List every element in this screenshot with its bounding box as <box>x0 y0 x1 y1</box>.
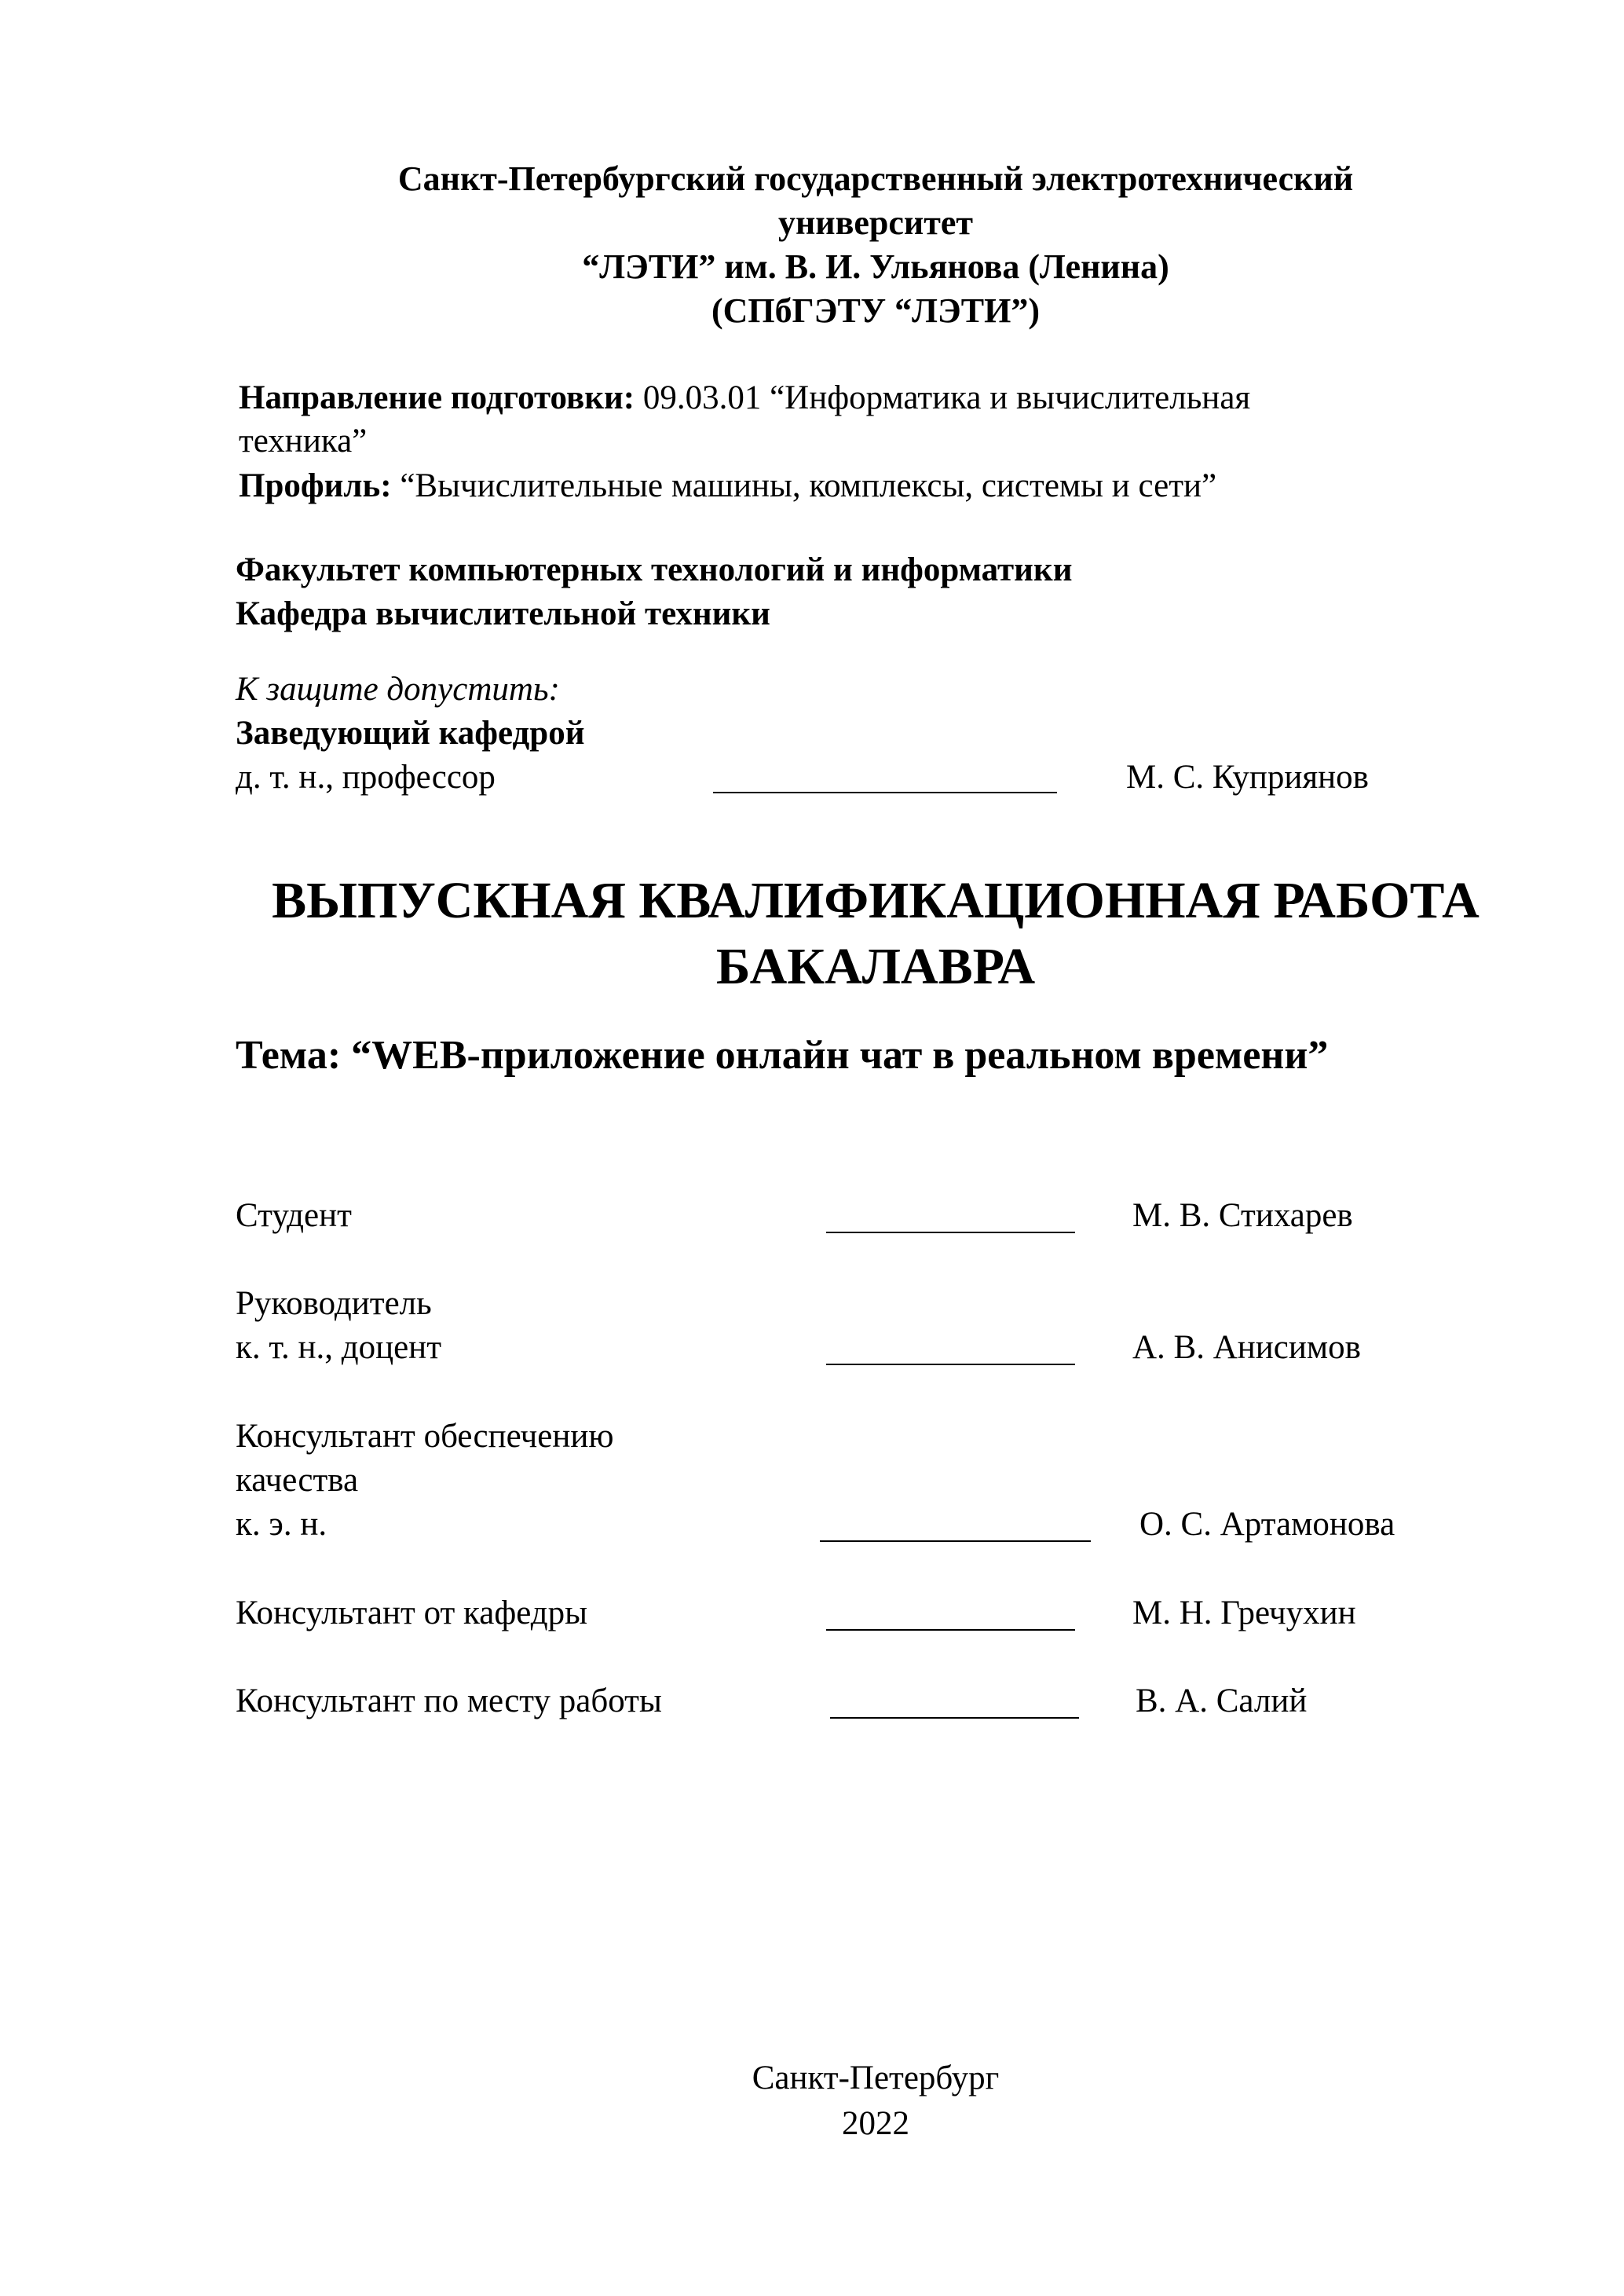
signatory-name: М. В. Стихарев <box>1132 1197 1353 1234</box>
faculty: Факультет компьютерных технологий и информатики <box>236 551 1073 588</box>
direction-value-cont: техника” <box>239 423 368 460</box>
signatory-name: М. Н. Гречухин <box>1132 1595 1356 1631</box>
header-line-4: (СПбГЭТУ “ЛЭТИ”) <box>711 291 1040 330</box>
direction-label: Направление подготовки: <box>239 379 635 416</box>
footer-year: 2022 <box>842 2105 909 2142</box>
document-title-line-1: ВЫПУСКНАЯ КВАЛИФИКАЦИОННАЯ РАБОТА <box>272 872 1480 929</box>
approval-name: М. С. Куприянов <box>1126 759 1369 796</box>
signature-line <box>820 1540 1091 1542</box>
approval-role: Заведующий кафедрой <box>236 715 585 752</box>
signature-line <box>713 792 1057 793</box>
profile <box>239 469 1216 503</box>
footer-city: Санкт-Петербург <box>752 2060 1000 2096</box>
signatory-name: О. С. Артамонова <box>1139 1506 1395 1543</box>
signatory-role: Консультант обеспечению <box>236 1418 614 1455</box>
signature-line <box>830 1717 1079 1719</box>
signatory-role: Консультант по месту работы <box>236 1683 662 1719</box>
header-line-3: “ЛЭТИ” им. В. И. Ульянова (Ленина) <box>582 247 1169 286</box>
profile-label: Профиль: <box>239 467 392 504</box>
signatory-role: Консультант от кафедры <box>236 1595 588 1631</box>
topic: Тема: “WEB-приложение онлайн чат в реальном времени” <box>236 1033 1329 1078</box>
approval-note: К защите допустить: <box>236 671 560 708</box>
signature-line <box>826 1232 1075 1233</box>
signatory-name: В. А. Салий <box>1136 1683 1308 1719</box>
signatory-degree: к. э. н. <box>236 1506 327 1543</box>
header-line-2: университет <box>777 203 974 242</box>
header-line-1: Санкт-Петербургский государственный электротехнический <box>397 159 1354 198</box>
signature-line <box>826 1629 1075 1631</box>
signatory-role-cont: качества <box>236 1462 359 1499</box>
document-title-line-2: БАКАЛАВРА <box>715 938 1036 995</box>
signatory-degree: к. т. н., доцент <box>236 1329 441 1366</box>
signatory-role: Руководитель <box>236 1285 432 1322</box>
direction <box>239 381 1250 415</box>
department: Кафедра вычислительной техники <box>236 595 770 632</box>
direction-value: 09.03.01 “Информатика и вычислительная <box>642 379 1251 416</box>
signatory-role: Студент <box>236 1197 352 1234</box>
signature-line <box>826 1364 1075 1365</box>
signatory-name: А. В. Анисимов <box>1132 1329 1361 1366</box>
profile-value: “Вычислительные машины, комплексы, системы и сети” <box>400 467 1217 504</box>
approval-degree: д. т. н., профессор <box>236 759 496 796</box>
